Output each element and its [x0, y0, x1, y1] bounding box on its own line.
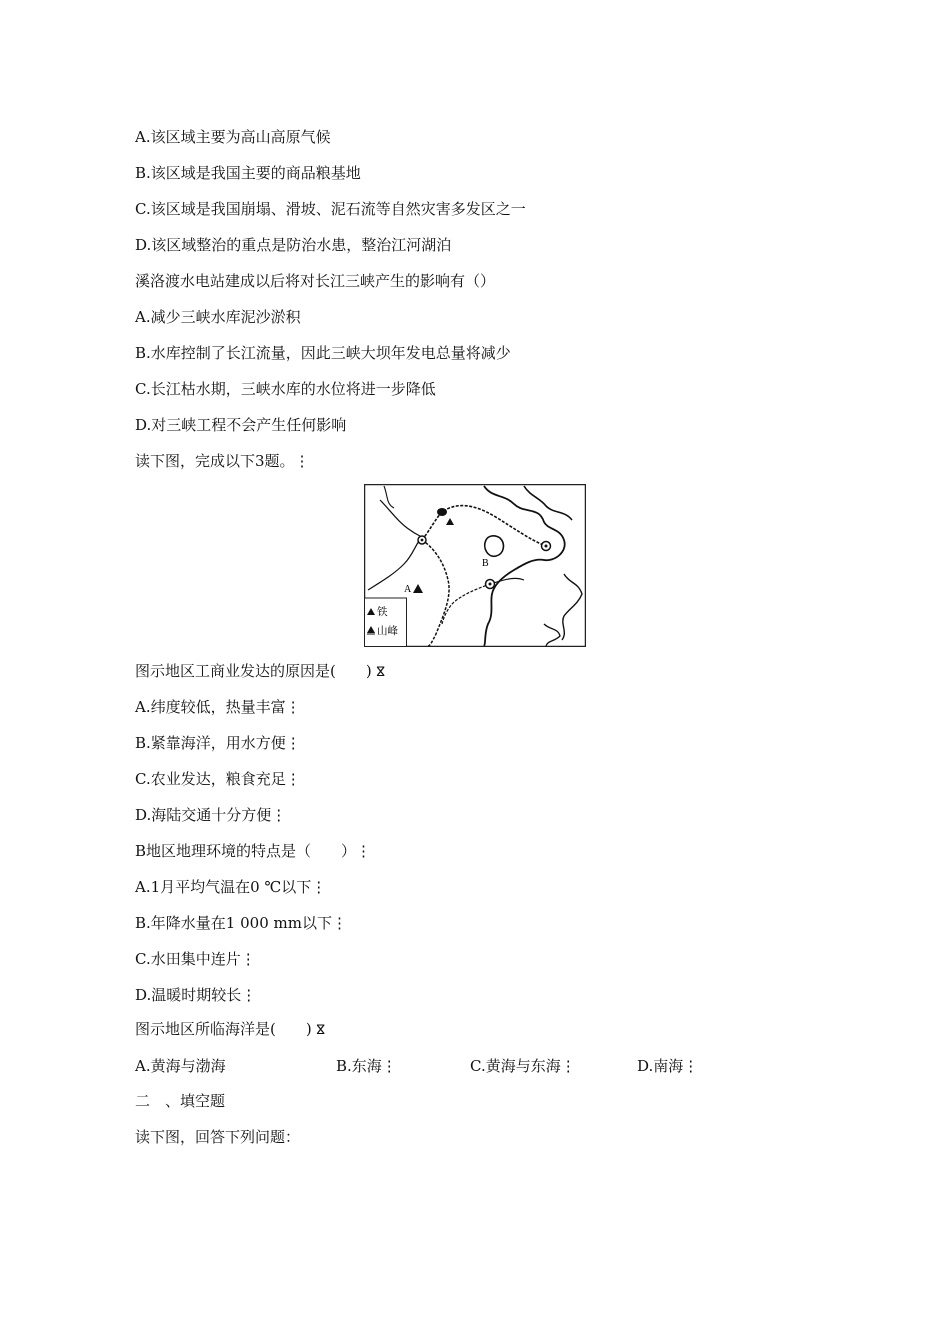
question-option: D.该区域整治的重点是防治水患，整治江河湖泊 [135, 236, 452, 254]
question-stem-text: 图示地区所临海洋是( ) [135, 1020, 312, 1038]
instruction: 读下图，完成以下3题。⋮ [135, 452, 310, 470]
question-option: A.该区域主要为高山高原气候 [135, 128, 331, 146]
ink-mark-icon: ⴵ [316, 1023, 325, 1038]
question-option: C.农业发达，粮食充足⋮ [135, 770, 301, 788]
question-option: D.对三峡工程不会产生任何影响 [135, 416, 347, 434]
option-c: C.黄海与东海⋮ [470, 1057, 576, 1075]
label-a: A [404, 584, 412, 595]
ink-mark-icon: ⴵ [376, 665, 385, 680]
option-b: B.东海⋮ [336, 1057, 397, 1075]
question-stem-text: 图示地区工商业发达的原因是( ) [135, 662, 372, 680]
question-stem: B地区地理环境的特点是（ ）⋮ [135, 842, 372, 860]
question-option: A.减少三峡水库泥沙淤积 [135, 308, 301, 326]
city-marker [437, 508, 447, 516]
question-option: C.该区域是我国崩塌、滑坡、泥石流等自然灾害多发区之一 [135, 200, 526, 218]
question-option: A.纬度较低，热量丰富⋮ [135, 698, 301, 716]
question-option: C.水田集中连片⋮ [135, 950, 256, 968]
label-b: B [482, 558, 489, 569]
region-map [364, 484, 586, 647]
legend-peak-label: 山峰 [377, 625, 398, 637]
question-option: D.温暖时期较长⋮ [135, 986, 257, 1004]
option-d: D.南海⋮ [637, 1057, 699, 1075]
legend-iron-label: 铁 [377, 606, 388, 618]
question-option: B.年降水量在1 000 mm以下⋮ [135, 914, 347, 932]
question-option: B.该区域是我国主要的商品粮基地 [135, 164, 361, 182]
question-option: B.水库控制了长江流量，因此三峡大坝年发电总量将减少 [135, 344, 511, 362]
question-stem: 溪洛渡水电站建成以后将对长江三峡产生的影响有（） [135, 272, 496, 290]
option-a: A.黄海与渤海 [135, 1057, 226, 1075]
options-row [135, 1055, 835, 1077]
question-stem [135, 661, 385, 683]
question-option: B.紧靠海洋，用水方便⋮ [135, 734, 301, 752]
question-option: D.海陆交通十分方便⋮ [135, 806, 287, 824]
question-option: C.长江枯水期，三峡水库的水位将进一步降低 [135, 380, 436, 398]
question-stem [135, 1019, 325, 1041]
instruction: 读下图，回答下列问题： [135, 1128, 301, 1146]
question-option: A.1月平均气温在0 ℃以下⋮ [135, 878, 327, 896]
section-heading: 二 、填空题 [135, 1092, 226, 1110]
